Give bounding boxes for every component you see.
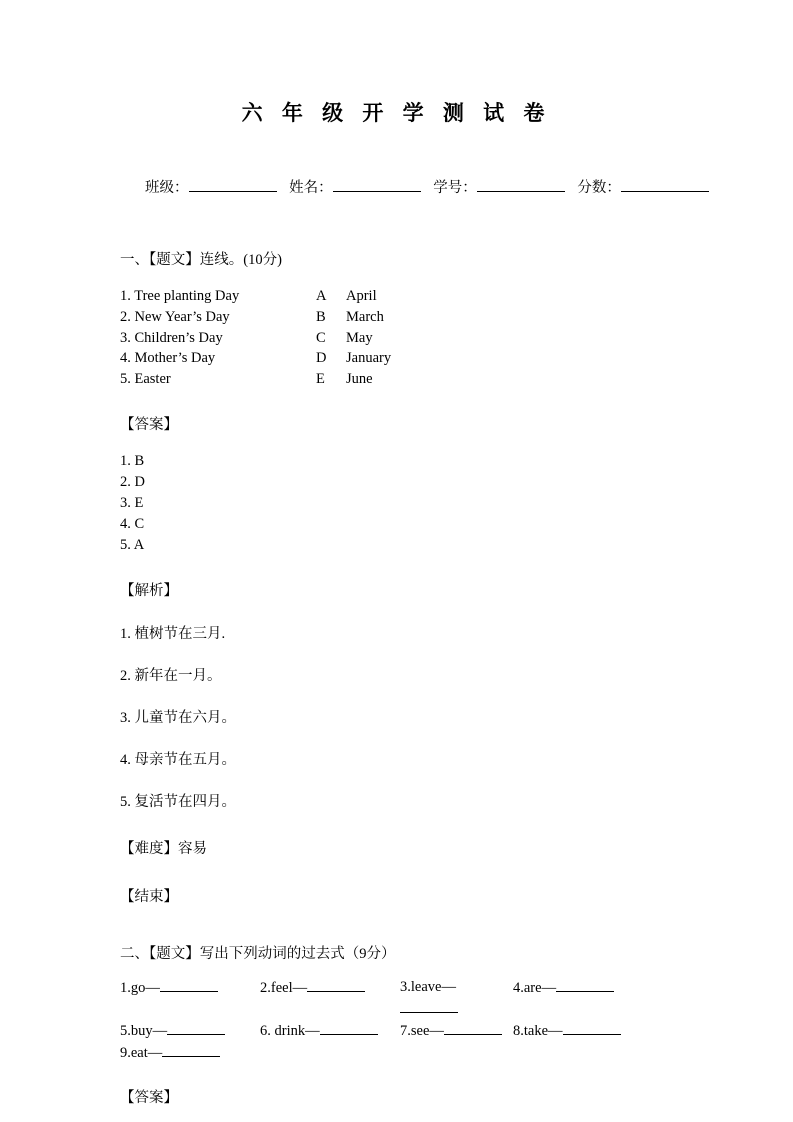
analysis-label: 【解析】 — [120, 582, 178, 599]
analysis-item: 5. 复活节在四月。 — [120, 793, 236, 810]
verb-label: 5.buy— — [120, 1022, 168, 1039]
verb-label: 2.feel— — [260, 979, 308, 996]
match-item: 4. Mother’s Day — [120, 350, 216, 367]
analysis-list — [120, 627, 675, 810]
verb-blank — [320, 1020, 378, 1035]
verb-item — [400, 977, 513, 1020]
match-row — [120, 348, 675, 369]
document-body — [120, 176, 675, 1107]
name-field — [289, 176, 421, 197]
match-letter: D — [316, 350, 327, 367]
verb-blank — [307, 977, 365, 992]
verb-row — [120, 1042, 675, 1064]
answer-item: 5. A — [120, 536, 145, 553]
student-id-label: 学号： — [433, 180, 477, 196]
verb-row — [120, 977, 675, 1020]
verb-item — [120, 1042, 260, 1064]
page-title: 六 年 级 开 学 测 试 卷 — [241, 101, 552, 125]
class-label: 班级： — [145, 180, 189, 196]
score-label: 分数： — [577, 180, 621, 196]
verb-item — [400, 1020, 513, 1042]
match-month: June — [346, 371, 373, 388]
answer-item: 2. D — [120, 473, 145, 490]
student-id-field — [433, 176, 565, 197]
match-row — [120, 286, 675, 307]
section1-heading: 一、【题文】连线。(10分) — [120, 252, 282, 268]
verb-label: 9.eat— — [120, 1044, 163, 1061]
answer-item: 3. E — [120, 494, 144, 511]
score-field — [577, 176, 709, 197]
section2-answer-label: 【答案】 — [120, 1089, 178, 1106]
match-month: March — [346, 308, 384, 325]
score-blank — [621, 177, 709, 192]
verb-label: 1.go— — [120, 979, 160, 996]
match-letter: C — [316, 329, 326, 346]
answer-item: 1. B — [120, 452, 145, 469]
verb-item — [260, 1020, 400, 1042]
answer-item: 4. C — [120, 515, 145, 532]
verb-blank — [444, 1020, 502, 1035]
verb-row — [120, 1020, 675, 1042]
name-blank — [333, 177, 421, 192]
answer-list — [120, 451, 675, 556]
difficulty-label: 【难度】容易 — [120, 840, 207, 857]
verb-label: 6. drink— — [260, 1022, 320, 1039]
match-item: 3. Children’s Day — [120, 329, 223, 346]
match-row — [120, 328, 675, 349]
match-month: January — [346, 350, 392, 367]
end-label: 【结束】 — [120, 888, 178, 905]
verb-item — [513, 977, 614, 1020]
match-letter: B — [316, 308, 326, 325]
verb-blank — [563, 1020, 621, 1035]
verb-item — [260, 977, 400, 1020]
match-row — [120, 369, 675, 390]
verb-item — [120, 977, 260, 1020]
match-letter: A — [316, 288, 327, 304]
class-blank — [189, 177, 277, 192]
verb-blank — [400, 998, 458, 1013]
name-label: 姓名： — [289, 180, 333, 196]
verb-blank — [162, 1042, 220, 1057]
verb-label: 7.see— — [400, 1022, 444, 1039]
match-item: 1. Tree planting Day — [120, 288, 240, 304]
analysis-item: 1. 植树节在三月. — [120, 625, 226, 642]
verb-label: 3.leave— — [400, 978, 456, 995]
answer-label: 【答案】 — [120, 416, 178, 433]
student-info-line — [145, 176, 675, 197]
match-month: April — [346, 288, 377, 304]
match-row — [120, 307, 675, 328]
verb-label: 8.take— — [513, 1022, 563, 1039]
match-item: 5. Easter — [120, 371, 171, 388]
analysis-item: 2. 新年在一月。 — [120, 667, 222, 684]
match-item: 2. New Year’s Day — [120, 308, 230, 325]
verb-exercise — [120, 977, 675, 1064]
verb-label: 4.are— — [513, 979, 557, 996]
verb-item — [120, 1020, 260, 1042]
class-field — [145, 176, 277, 197]
verb-item — [513, 1020, 621, 1042]
student-id-blank — [477, 177, 565, 192]
verb-blank — [160, 977, 218, 992]
match-letter: E — [316, 371, 325, 388]
verb-blank — [167, 1020, 225, 1035]
match-month: May — [346, 329, 373, 346]
analysis-item: 3. 儿童节在六月。 — [120, 709, 236, 726]
matching-exercise — [120, 286, 675, 390]
verb-blank — [556, 977, 614, 992]
section2-heading: 二、【题文】写出下列动词的过去式（9分） — [120, 945, 396, 962]
analysis-item: 4. 母亲节在五月。 — [120, 751, 236, 768]
